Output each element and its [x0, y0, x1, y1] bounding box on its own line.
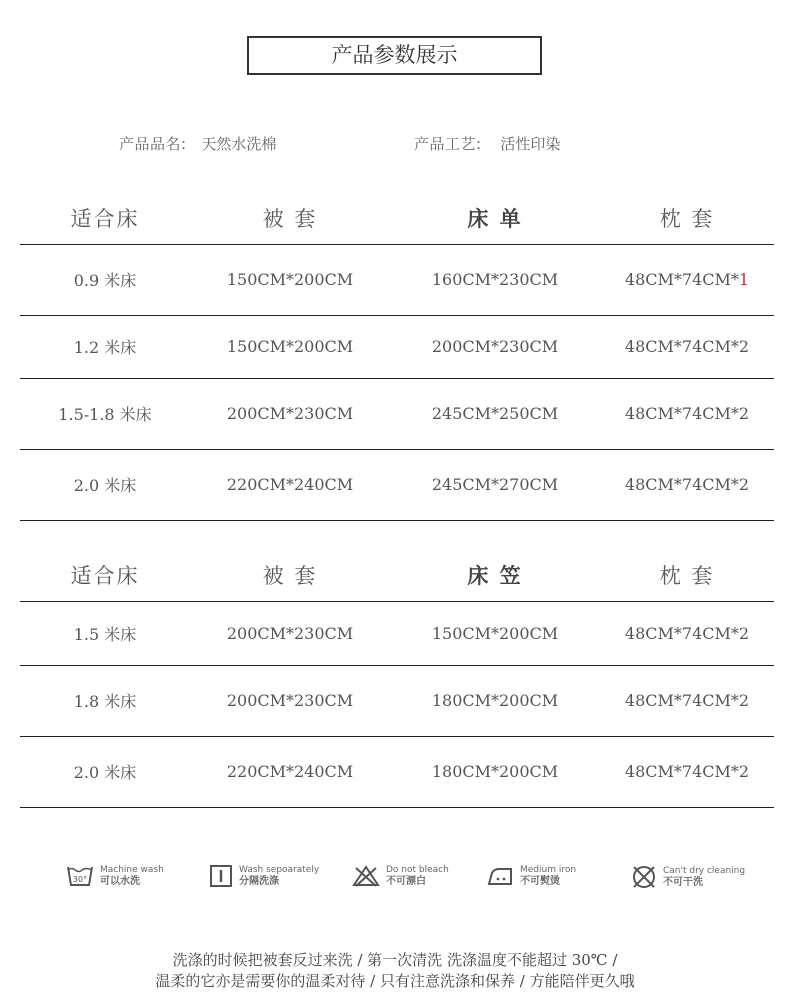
footer-note-line-1: 洗涤的时候把被套反过来洗 / 第一次清洗 洗涤温度不能超过 30℃ / — [172, 951, 618, 969]
footer-note-line-2: 温柔的它亦是需要你的温柔对待 / 只有注意洗涤和保养 / 方能陪伴更久哦 — [155, 972, 635, 990]
cell-pillowcase: 48CM*74CM*2 — [600, 315, 774, 378]
care-en-label: Can't dry cleaning — [663, 866, 746, 876]
cell-bed-size: 2.0 米床 — [20, 736, 190, 807]
cell-bed-sheet: 245CM*270CM — [390, 449, 600, 520]
header-duvet-cover: 被 套 — [190, 192, 390, 244]
cell-pillowcase: 48CM*74CM*2 — [600, 601, 774, 665]
cell-pillowcase: 48CM*74CM*2 — [600, 378, 774, 449]
cell-bed-size: 1.2 米床 — [20, 315, 190, 378]
care-wash-separately — [209, 864, 319, 888]
product-name-info — [119, 133, 276, 154]
cell-bed-size: 1.5-1.8 米床 — [20, 378, 190, 449]
cell-pillowcase — [600, 244, 774, 315]
product-name-value: 天然水洗棉 — [201, 135, 277, 153]
cell-duvet-cover: 220CM*240CM — [190, 449, 390, 520]
care-en-label: Machine wash — [100, 865, 164, 875]
cell-duvet-cover: 200CM*230CM — [190, 378, 390, 449]
cell-duvet-cover: 150CM*200CM — [190, 244, 390, 315]
header-bed-size: 适合床 — [20, 192, 190, 244]
table-row — [20, 601, 774, 665]
care-machine-wash — [66, 864, 164, 888]
table-row — [20, 449, 774, 520]
cell-duvet-cover: 200CM*230CM — [190, 665, 390, 736]
cell-bed-size: 1.5 米床 — [20, 601, 190, 665]
product-craft-value: 活性印染 — [500, 135, 561, 153]
header-pillowcase: 枕 套 — [600, 549, 774, 601]
pillowcase-count: 1 — [738, 270, 750, 289]
size-table-fitted-sheet — [20, 549, 774, 808]
cell-bed-size: 2.0 米床 — [20, 449, 190, 520]
cell-duvet-cover: 200CM*230CM — [190, 601, 390, 665]
cell-pillowcase: 48CM*74CM*2 — [600, 449, 774, 520]
care-en-label: Do not bleach — [386, 865, 449, 875]
header-duvet-cover: 被 套 — [190, 549, 390, 601]
cell-bed-sheet: 160CM*230CM — [390, 244, 600, 315]
cell-fitted-sheet: 150CM*200CM — [390, 601, 600, 665]
medium-iron-icon — [486, 864, 514, 888]
care-zh-label: 不可漂白 — [386, 876, 426, 887]
no-dry-cleaning-icon — [631, 864, 657, 890]
header-fitted-sheet: 床 笠 — [390, 549, 600, 601]
table-row — [20, 736, 774, 807]
do-not-bleach-icon — [352, 864, 380, 888]
cell-bed-sheet: 245CM*250CM — [390, 378, 600, 449]
cell-duvet-cover: 220CM*240CM — [190, 736, 390, 807]
care-medium-iron — [486, 864, 576, 888]
page-title: 产品参数展示 — [247, 36, 542, 75]
header-bed-sheet: 床 单 — [390, 192, 600, 244]
care-do-not-bleach — [352, 864, 449, 888]
product-craft-label: 产品工艺: — [414, 135, 482, 153]
care-zh-label: 可以水洗 — [100, 876, 140, 887]
table-row — [20, 378, 774, 449]
cell-pillowcase: 48CM*74CM*2 — [600, 736, 774, 807]
cell-bed-size: 1.8 米床 — [20, 665, 190, 736]
care-en-label: Wash sepoarately — [239, 865, 320, 875]
table-header-row — [20, 549, 774, 601]
care-en-label: Medium iron — [520, 865, 577, 875]
table-row — [20, 315, 774, 378]
care-zh-label: 不可干洗 — [663, 877, 703, 888]
pillowcase-size: 48CM*74CM* — [624, 270, 739, 289]
cell-duvet-cover: 150CM*200CM — [190, 315, 390, 378]
table-row — [20, 244, 774, 315]
product-craft-info — [414, 133, 560, 154]
cell-pillowcase: 48CM*74CM*2 — [600, 665, 774, 736]
table-header-row — [20, 192, 774, 244]
table-row — [20, 665, 774, 736]
header-pillowcase: 枕 套 — [600, 192, 774, 244]
wash-separately-icon — [209, 864, 233, 888]
cell-bed-sheet: 200CM*230CM — [390, 315, 600, 378]
care-zh-label: 分隔洗涤 — [239, 876, 279, 887]
size-table-bedsheet — [20, 192, 774, 521]
machine-wash-30-icon — [66, 864, 94, 888]
header-bed-size: 适合床 — [20, 549, 190, 601]
svg-text:30°: 30° — [72, 875, 88, 884]
cell-bed-size: 0.9 米床 — [20, 244, 190, 315]
cell-fitted-sheet: 180CM*200CM — [390, 736, 600, 807]
cell-fitted-sheet: 180CM*200CM — [390, 665, 600, 736]
care-no-dry-cleaning — [631, 864, 745, 890]
product-name-label: 产品品名: — [119, 135, 187, 153]
care-zh-label: 不可熨烫 — [520, 876, 560, 887]
